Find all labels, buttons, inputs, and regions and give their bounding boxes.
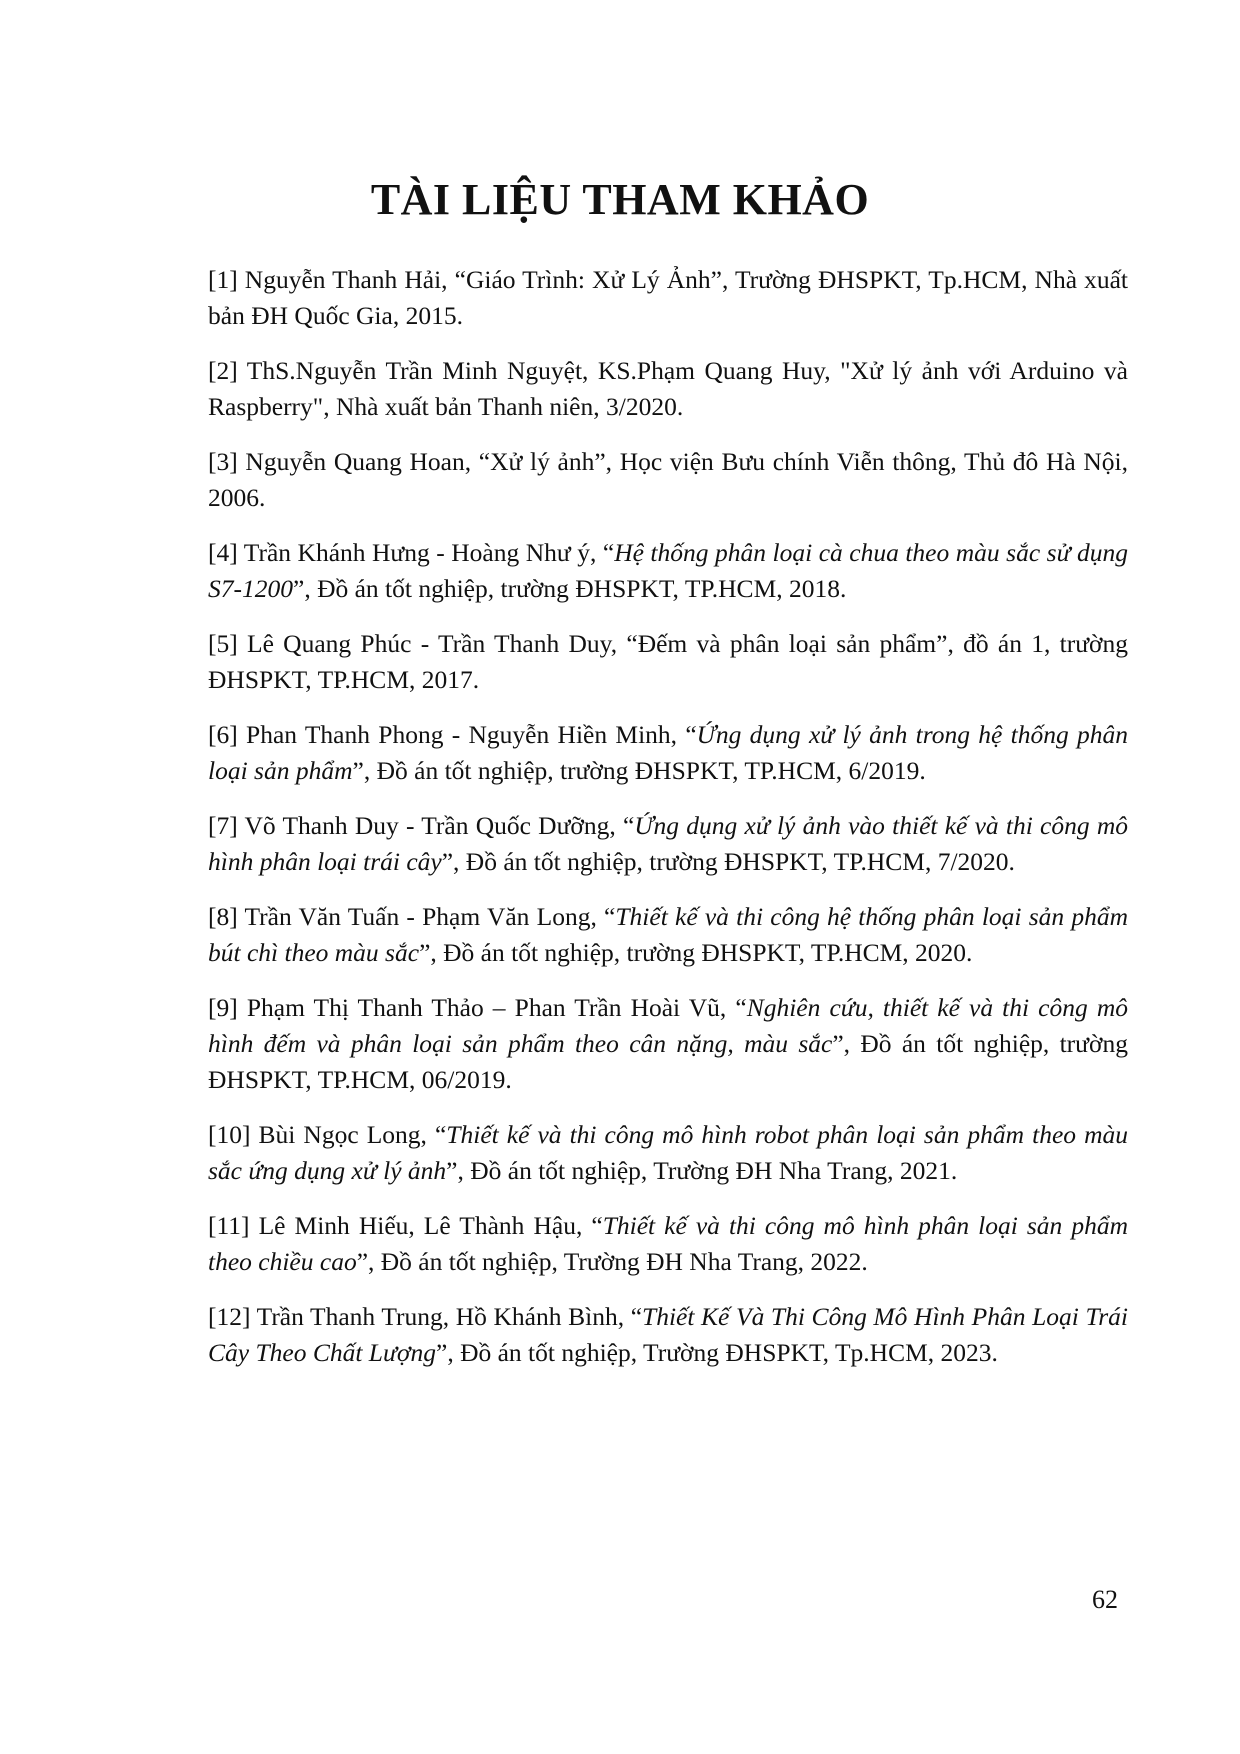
reference-item-2	[208, 353, 1128, 425]
reference-text: [12] Trần Thanh Trung, Hồ Khánh Bình, “	[208, 1302, 643, 1331]
reference-text: [3] Nguyễn Quang Hoan, “Xử lý ảnh”, Học viện Bưu chính Viễn thông, Thủ đô Hà Nội, 2006.	[208, 447, 1128, 512]
reference-details: ”, Đồ án tốt nghiệp, trường ĐHSPKT, TP.HCM, 06/2019.	[208, 1029, 1128, 1094]
reference-details: ”, Đồ án tốt nghiệp, trường ĐHSPKT, TP.HCM, 2020.	[419, 938, 973, 967]
reference-item-9	[208, 990, 1128, 1098]
reference-text: [11] Lê Minh Hiếu, Lê Thành Hậu, “	[208, 1211, 603, 1240]
reference-item-4	[208, 535, 1128, 607]
reference-item-7	[208, 808, 1128, 880]
reference-text: [2] ThS.Nguyễn Trần Minh Nguyệt, KS.Phạm Quang Huy, "Xử lý ảnh với Arduino và Raspberry", Nhà xuất bản Thanh niên, 3/2020.	[208, 356, 1128, 421]
reference-title: Thiết kế và thi công hệ thống phân loại sản phẩm bút chì theo màu sắc	[208, 902, 1128, 967]
reference-item-5	[208, 626, 1128, 698]
reference-list	[208, 262, 1128, 1390]
reference-item-3	[208, 444, 1128, 516]
reference-title: Thiết kế và thi công mô hình robot phân loại sản phẩm theo màu sắc ứng dụng xử lý ảnh	[208, 1120, 1128, 1185]
reference-text: [10] Bùi Ngọc Long, “	[208, 1120, 447, 1149]
reference-text: [8] Trần Văn Tuấn - Phạm Văn Long, “	[208, 902, 616, 931]
page-number: 62	[1092, 1585, 1118, 1614]
reference-text: [1] Nguyễn Thanh Hải, “Giáo Trình: Xử Lý Ảnh”, Trường ĐHSPKT, Tp.HCM, Nhà xuất bản ĐH Quốc Gia, 2015.	[208, 265, 1128, 330]
reference-title: Nghiên cứu, thiết kế và thi công mô hình đếm và phân loại sản phẩm theo cân nặng, màu sắc	[208, 993, 1128, 1058]
reference-title: Ứng dụng xử lý ảnh trong hệ thống phân loại sản phẩm	[208, 720, 1128, 785]
reference-title: Thiết Kế Và Thi Công Mô Hình Phân Loại Trái Cây Theo Chất Lượng	[208, 1302, 1129, 1367]
reference-title: Ứng dụng xử lý ảnh vào thiết kế và thi công mô hình phân loại trái cây	[208, 811, 1128, 876]
reference-item-11	[208, 1208, 1128, 1280]
reference-text: [6] Phan Thanh Phong - Nguyễn Hiền Minh, “	[208, 720, 697, 749]
reference-text: [7] Võ Thanh Duy - Trần Quốc Dưỡng, “	[208, 811, 635, 840]
reference-details: ”, Đồ án tốt nghiệp, trường ĐHSPKT, TP.HCM, 7/2020.	[441, 847, 1015, 876]
reference-details: ”, Đồ án tốt nghiệp, Trường ĐH Nha Trang, 2021.	[446, 1156, 958, 1185]
reference-item-1	[208, 262, 1128, 334]
reference-text: [5] Lê Quang Phúc - Trần Thanh Duy, “Đếm và phân loại sản phẩm”, đồ án 1, trường ĐHSPKT, TP.HCM, 2017.	[208, 629, 1128, 694]
reference-text: [4] Trần Khánh Hưng - Hoàng Như ý, “	[208, 538, 615, 567]
page-title: TÀI LIỆU THAM KHẢO	[370, 175, 870, 224]
reference-details: ”, Đồ án tốt nghiệp, trường ĐHSPKT, TP.HCM, 6/2019.	[352, 756, 926, 785]
reference-title: Hệ thống phân loại cà chua theo màu sắc sử dụng S7-1200	[208, 538, 1129, 603]
reference-details: ”, Đồ án tốt nghiệp, trường ĐHSPKT, TP.HCM, 2018.	[293, 574, 847, 603]
reference-details: ”, Đồ án tốt nghiệp, Trường ĐH Nha Trang, 2022.	[356, 1247, 868, 1276]
reference-item-12	[208, 1299, 1128, 1371]
reference-item-8	[208, 899, 1128, 971]
reference-details: ”, Đồ án tốt nghiệp, Trường ĐHSPKT, Tp.HCM, 2023.	[436, 1338, 998, 1367]
reference-item-6	[208, 717, 1128, 789]
reference-item-10	[208, 1117, 1128, 1189]
reference-text: [9] Phạm Thị Thanh Thảo – Phan Trần Hoài Vũ, “	[208, 993, 747, 1022]
reference-title: Thiết kế và thi công mô hình phân loại sản phẩm theo chiều cao	[208, 1211, 1129, 1276]
